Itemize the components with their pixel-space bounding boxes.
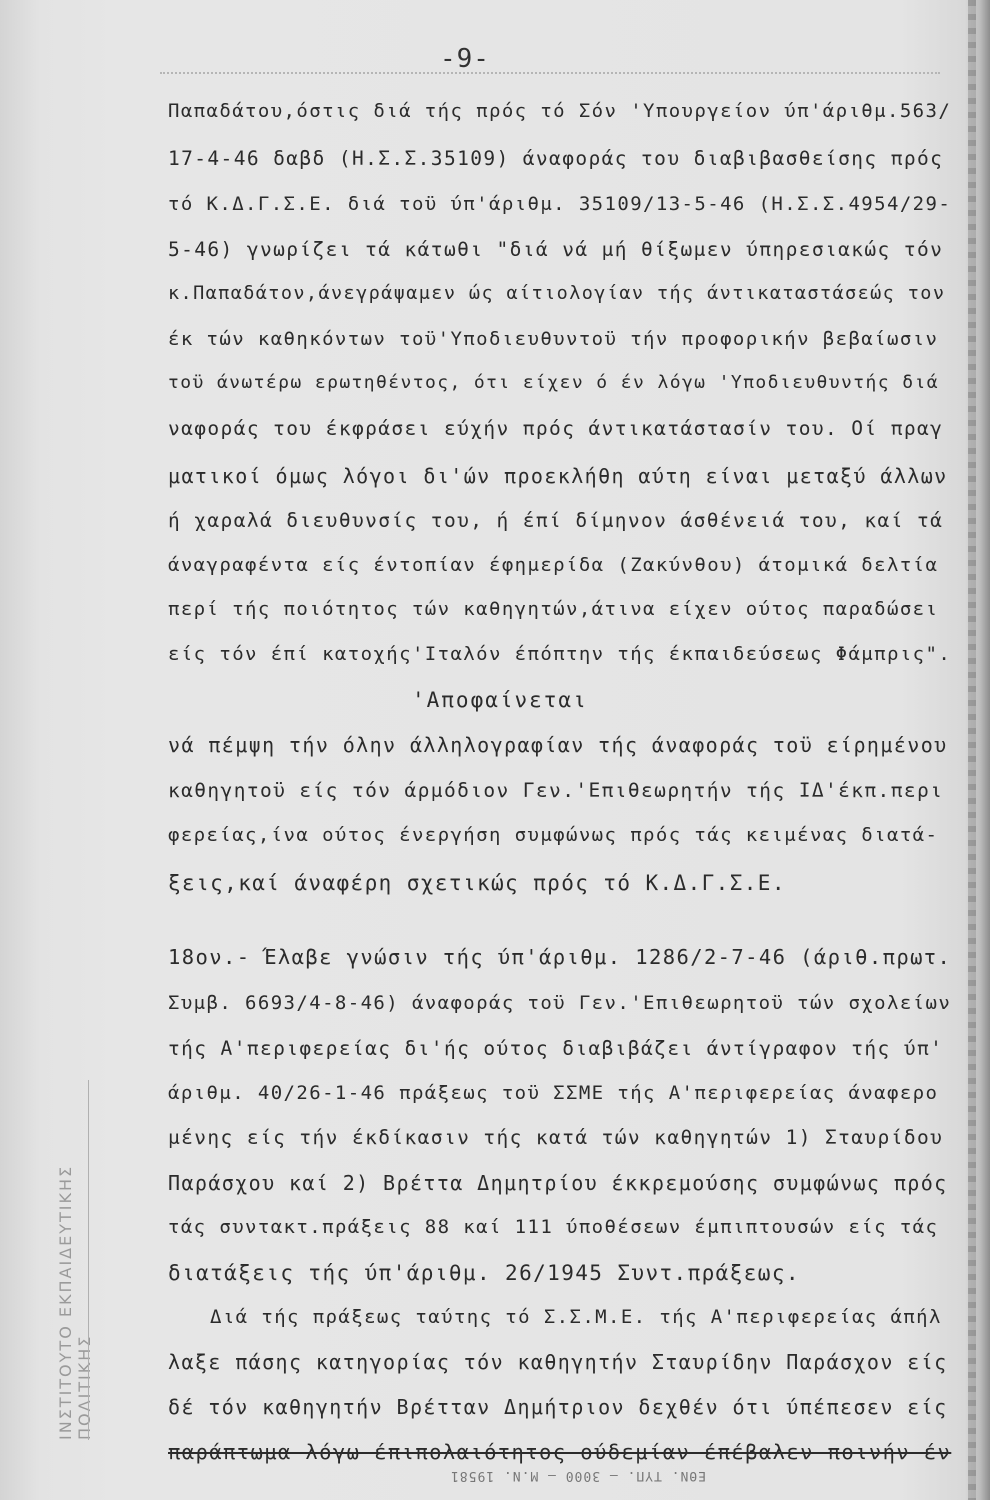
page-number: -9- (440, 44, 490, 74)
text-line-16: καθηγητοϋ είς τόν άρμόδιον Γεν.'Επιθεωρητήν τής ΙΔ'έκπ.περι (168, 779, 944, 803)
item-18-line-7: τάς συντακτ.πράξεις 88 καί 111 ύποθέσεων έμπιπτουσών είς τάς (168, 1216, 939, 1239)
header-rule (160, 72, 940, 74)
margin-rule (88, 1080, 89, 1440)
item-18-line-11: δέ τόν καθηγητήν Βρέτταν Δημήτριον δεχθέν ότι ύπέπεσεν είς (168, 1395, 948, 1420)
text-line-2: 17-4-46 δαβδ (Η.Σ.Σ.35109) άναφοράς του διαβιβασθείσης πρός (168, 146, 944, 170)
item-18-line-8: διατάξεις τής ύπ'άριθμ. 26/1945 Συντ.πράξεως. (168, 1260, 800, 1285)
item-18-line-5: μένης είς τήν έκδίκασιν τής κατά τών καθηγητών 1) Σταυρίδου (168, 1126, 944, 1150)
item-18-line-4: άριθμ. 40/26-1-46 πράξεως τοϋ ΣΣΜΕ τής Α'περιφερείας άναφερο (168, 1081, 939, 1104)
text-line-15: νά πέμψη τήν όλην άλληλογραφίαν τής άναφοράς τοϋ είρημένου (168, 732, 948, 757)
text-line-17: φερείας,ίνα ούτος ένεργήση συμφώνως πρός τάς κειμένας διατά- (168, 824, 939, 847)
footer-print-stamp: ΕΘΝ. ΤΥΠ. — 3000 — Μ.Ν. 19581 (450, 1468, 706, 1483)
text-line-7: τοϋ άνωτέρω ερωτηθέντος, ότι είχεν ό έν λόγω 'Υποδιευθυντής διά (168, 372, 939, 394)
item-18-line-1: 18ον.- Έλαβε γνώσιν τής ύπ'άριθμ. 1286/2-7-46 (άριθ.πρωτ. (168, 945, 952, 970)
binding-edge (968, 0, 976, 1500)
text-line-9: ματικοί όμως λόγοι δι'ών προεκλήθη αύτη είναι μεταξύ άλλων (168, 463, 948, 488)
decision-heading: 'Αποφαίνεται (412, 687, 588, 712)
item-18-line-9: Διά τής πράξεως ταύτης τό Σ.Σ.Μ.Ε. τής Α'περιφερείας άπήλ (210, 1305, 942, 1328)
text-line-4: 5-46) γνωρίζει τά κάτωθι "διά νά μή θίξωμεν ύπηρεσιακώς τόν (168, 238, 944, 262)
text-line-6: έκ τών καθηκόντων τοϋ'Υποδιευθυντοϋ τήν προφορικήν βεβαίωσιν (168, 327, 939, 350)
text-line-10: ή χαραλά διευθυνσίς του, ή έπί δίμηνον άσθένειά του, καί τά (168, 508, 944, 532)
margin-archive-stamp: ΙΝΣΤΙΤΟΥΤΟ ΕΚΠΑΙΔΕΥΤΙΚΗΣ ΠΟΛΙΤΙΚΗΣ (56, 1164, 94, 1440)
text-line-12: περί τής ποιότητος τών καθηγητών,άτινα είχεν ούτος παραδώσει (168, 598, 939, 621)
item-18-line-2: Συμβ. 6693/4-8-46) άναφοράς τοϋ Γεν.'Επιθεωρητοϋ τών σχολείων (168, 992, 952, 1015)
item-18-line-10: λαξε πάσης κατηγορίας τόν καθηγητήν Σταυρίδην Παράσχον είς (168, 1350, 948, 1375)
text-line-3: τό Κ.Δ.Γ.Σ.Ε. διά τοϋ ύπ'άριθμ. 35109/13-5-46 (Η.Σ.Σ.4954/29- (168, 193, 952, 216)
text-line-11: άναγραφέντα είς έντοπίαν έφημερίδα (Ζακύνθου) άτομικά δελτία (168, 553, 939, 576)
text-line-8: ναφοράς του έκφράσει εύχήν πρός άντικατάστασίν του. Οί πραγ (168, 417, 944, 441)
text-line-13: είς τόν έπί κατοχής'Ιταλόν έπόπτην τής έκπαιδεύσεως Φάμπρις". (168, 643, 952, 666)
item-18-line-3: τής Α'περιφερείας δι'ής ούτος διαβιβάζει άντίγραφον τής ύπ' (168, 1036, 944, 1060)
text-line-1: Παπαδάτου,όστις διά τής πρός τό Σόν 'Υπουργείον ύπ'άριθμ.563/ (168, 100, 952, 122)
item-18-line-6: Παράσχου καί 2) Βρέττα Δημητρίου έκκρεμούσης συμφώνως πρός (168, 1171, 948, 1196)
item-18-line-12: παράπτωμα λόγω έπιπολαιότητος ούδεμίαν έπέβαλεν ποινήν έν (168, 1440, 952, 1464)
text-line-5: κ.Παπαδάτον,άνεγράψαμεν ώς αίτιολογίαν τής άντικαταστάσεώς τον (168, 282, 946, 304)
text-line-18: ξεις,καί άναφέρη σχετικώς πρός τό Κ.Δ.Γ.Σ.Ε. (168, 870, 786, 895)
